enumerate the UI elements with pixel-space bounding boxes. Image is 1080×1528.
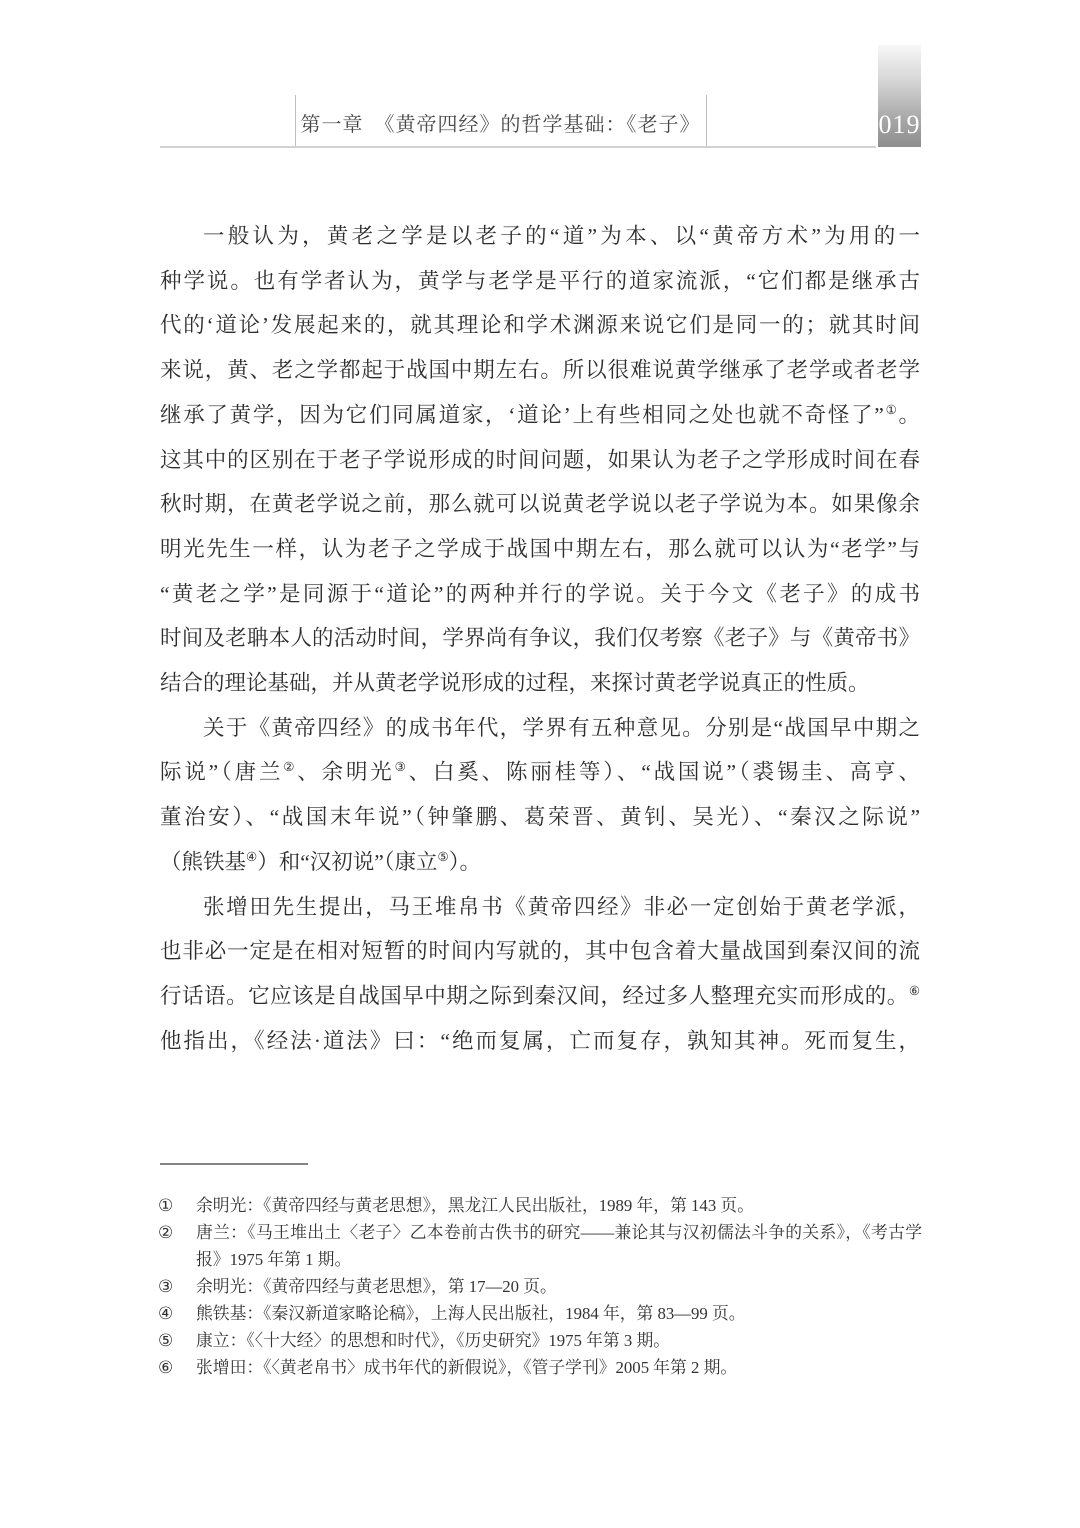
- header-rule: [160, 146, 876, 148]
- footnote: [158, 1273, 922, 1300]
- footnote-marker: ④: [158, 1304, 174, 1323]
- page-number: 019: [878, 110, 921, 139]
- chapter-title: 第一章 《黄帝四经》的哲学基础：《老子》: [300, 114, 701, 136]
- body-line: 他指出，《经法·道法》曰：“绝而复属，亡而复存，孰知其神。死而复生，: [160, 1028, 920, 1053]
- footnote-text: 唐兰：《马王堆出土〈老子〉乙本卷前古佚书的研究——兼论其与汉初儒法斗争的关系》，《考古学报》1975 年第 1 期。: [196, 1223, 922, 1269]
- footnote: [158, 1219, 922, 1273]
- body-line: 时间及老聃本人的活动时间，学界尚有争议，我们仅考察《老子》与《黄帝书》: [160, 626, 920, 651]
- footnote-text: 余明光：《黄帝四经与黄老思想》，黑龙江人民出版社，1989 年，第 143 页。: [196, 1196, 754, 1215]
- body-line: 关于《黄帝四经》的成书年代，学界有五种意见。分别是“战国早中期之: [203, 715, 920, 740]
- footnote-marker: ⑥: [158, 1358, 174, 1377]
- footnote-ref: ③: [394, 760, 409, 775]
- footnote-rule: [160, 1163, 308, 1165]
- body-line: 行话语。它应该是自战国早中期之际到秦汉间，经过多人整理充实而形成的。⑥: [160, 983, 920, 1008]
- body-line: 董治安）、“战国末年说”（钟肇鹏、葛荣晋、黄钊、吴光）、“秦汉之际说”: [160, 805, 920, 830]
- footnote-marker: ①: [158, 1196, 174, 1215]
- body-line: 明光先生一样，认为老子之学成于战国中期左右，那么就可以认为“老学”与: [160, 536, 920, 561]
- footnote-ref: ①: [883, 402, 899, 417]
- body-line: “黄老之学”是同源于“道论”的两种并行的学说。关于今文《老子》的成书: [160, 581, 920, 606]
- footnote-marker: ⑤: [158, 1331, 174, 1350]
- page-number-tab: [878, 45, 921, 147]
- footnote-ref: ②: [283, 760, 298, 775]
- footnote-ref: ⑥: [908, 983, 920, 998]
- body-line: 继承了黄学，因为它们同属道家，‘道论’上有些相同之处也就不奇怪了”①。: [160, 402, 920, 427]
- body-line: 一般认为，黄老之学是以老子的“道”为本、以“黄帝方术”为用的一: [203, 224, 920, 248]
- body-line: 也非必一定是在相对短暂的时间内写就的，其中包含着大量战国到秦汉间的流: [160, 939, 920, 964]
- footnote-text: 熊铁基：《秦汉新道家略论稿》，上海人民出版社，1984 年，第 83—99 页。: [196, 1304, 746, 1323]
- body-line: 张增田先生提出，马王堆帛书《黄帝四经》非必一定创始于黄老学派，: [203, 894, 920, 919]
- footnote-marker: ③: [158, 1277, 174, 1296]
- body-line: 种学说。也有学者认为，黄学与老学是平行的道家流派，“它们都是继承古: [160, 268, 920, 293]
- body-line: 来说，黄、老之学都起于战国中期左右。所以很难说黄学继承了老学或者老学: [160, 358, 920, 383]
- footnote: [158, 1300, 922, 1327]
- body-line: 秋时期，在黄老学说之前，那么就可以说黄老学说以老子学说为本。如果像余: [160, 492, 920, 517]
- footnote-ref: ⑤: [437, 849, 449, 864]
- footnote-text: 康立：《〈十大经〉的思想和时代》，《历史研究》1975 年第 3 期。: [196, 1331, 671, 1350]
- body-line: 这其中的区别在于老子学说形成的时间问题，如果认为老子之学形成时间在春: [160, 447, 920, 472]
- header-vertical-rule-right: [706, 95, 707, 147]
- body-line: 结合的理论基础，并从黄老学说形成的过程，来探讨黄老学说真正的性质。: [160, 671, 870, 696]
- footnote-ref: ④: [246, 849, 258, 864]
- footnote: [158, 1354, 922, 1381]
- footnote: [158, 1192, 922, 1219]
- body-line: 际说”（唐兰②、余明光③、白奚、陈丽桂等）、“战国说”（裘锡圭、高亨、: [160, 760, 920, 785]
- footnote: [158, 1327, 922, 1354]
- body-text: [160, 214, 920, 1063]
- body-line: （熊铁基④）和“汉初说”（康立⑤）。: [160, 849, 481, 874]
- footnote-text: 张增田：《〈黄老帛书〉成书年代的新假说》，《管子学刊》2005 年第 2 期。: [196, 1358, 738, 1377]
- footnote-text: 余明光：《黄帝四经与黄老思想》，第 17—20 页。: [196, 1277, 557, 1296]
- footnotes: [158, 1192, 922, 1381]
- footnote-marker: ②: [158, 1223, 174, 1242]
- body-line: 代的‘道论’发展起来的，就其理论和学术渊源来说它们是同一的；就其时间: [160, 313, 920, 338]
